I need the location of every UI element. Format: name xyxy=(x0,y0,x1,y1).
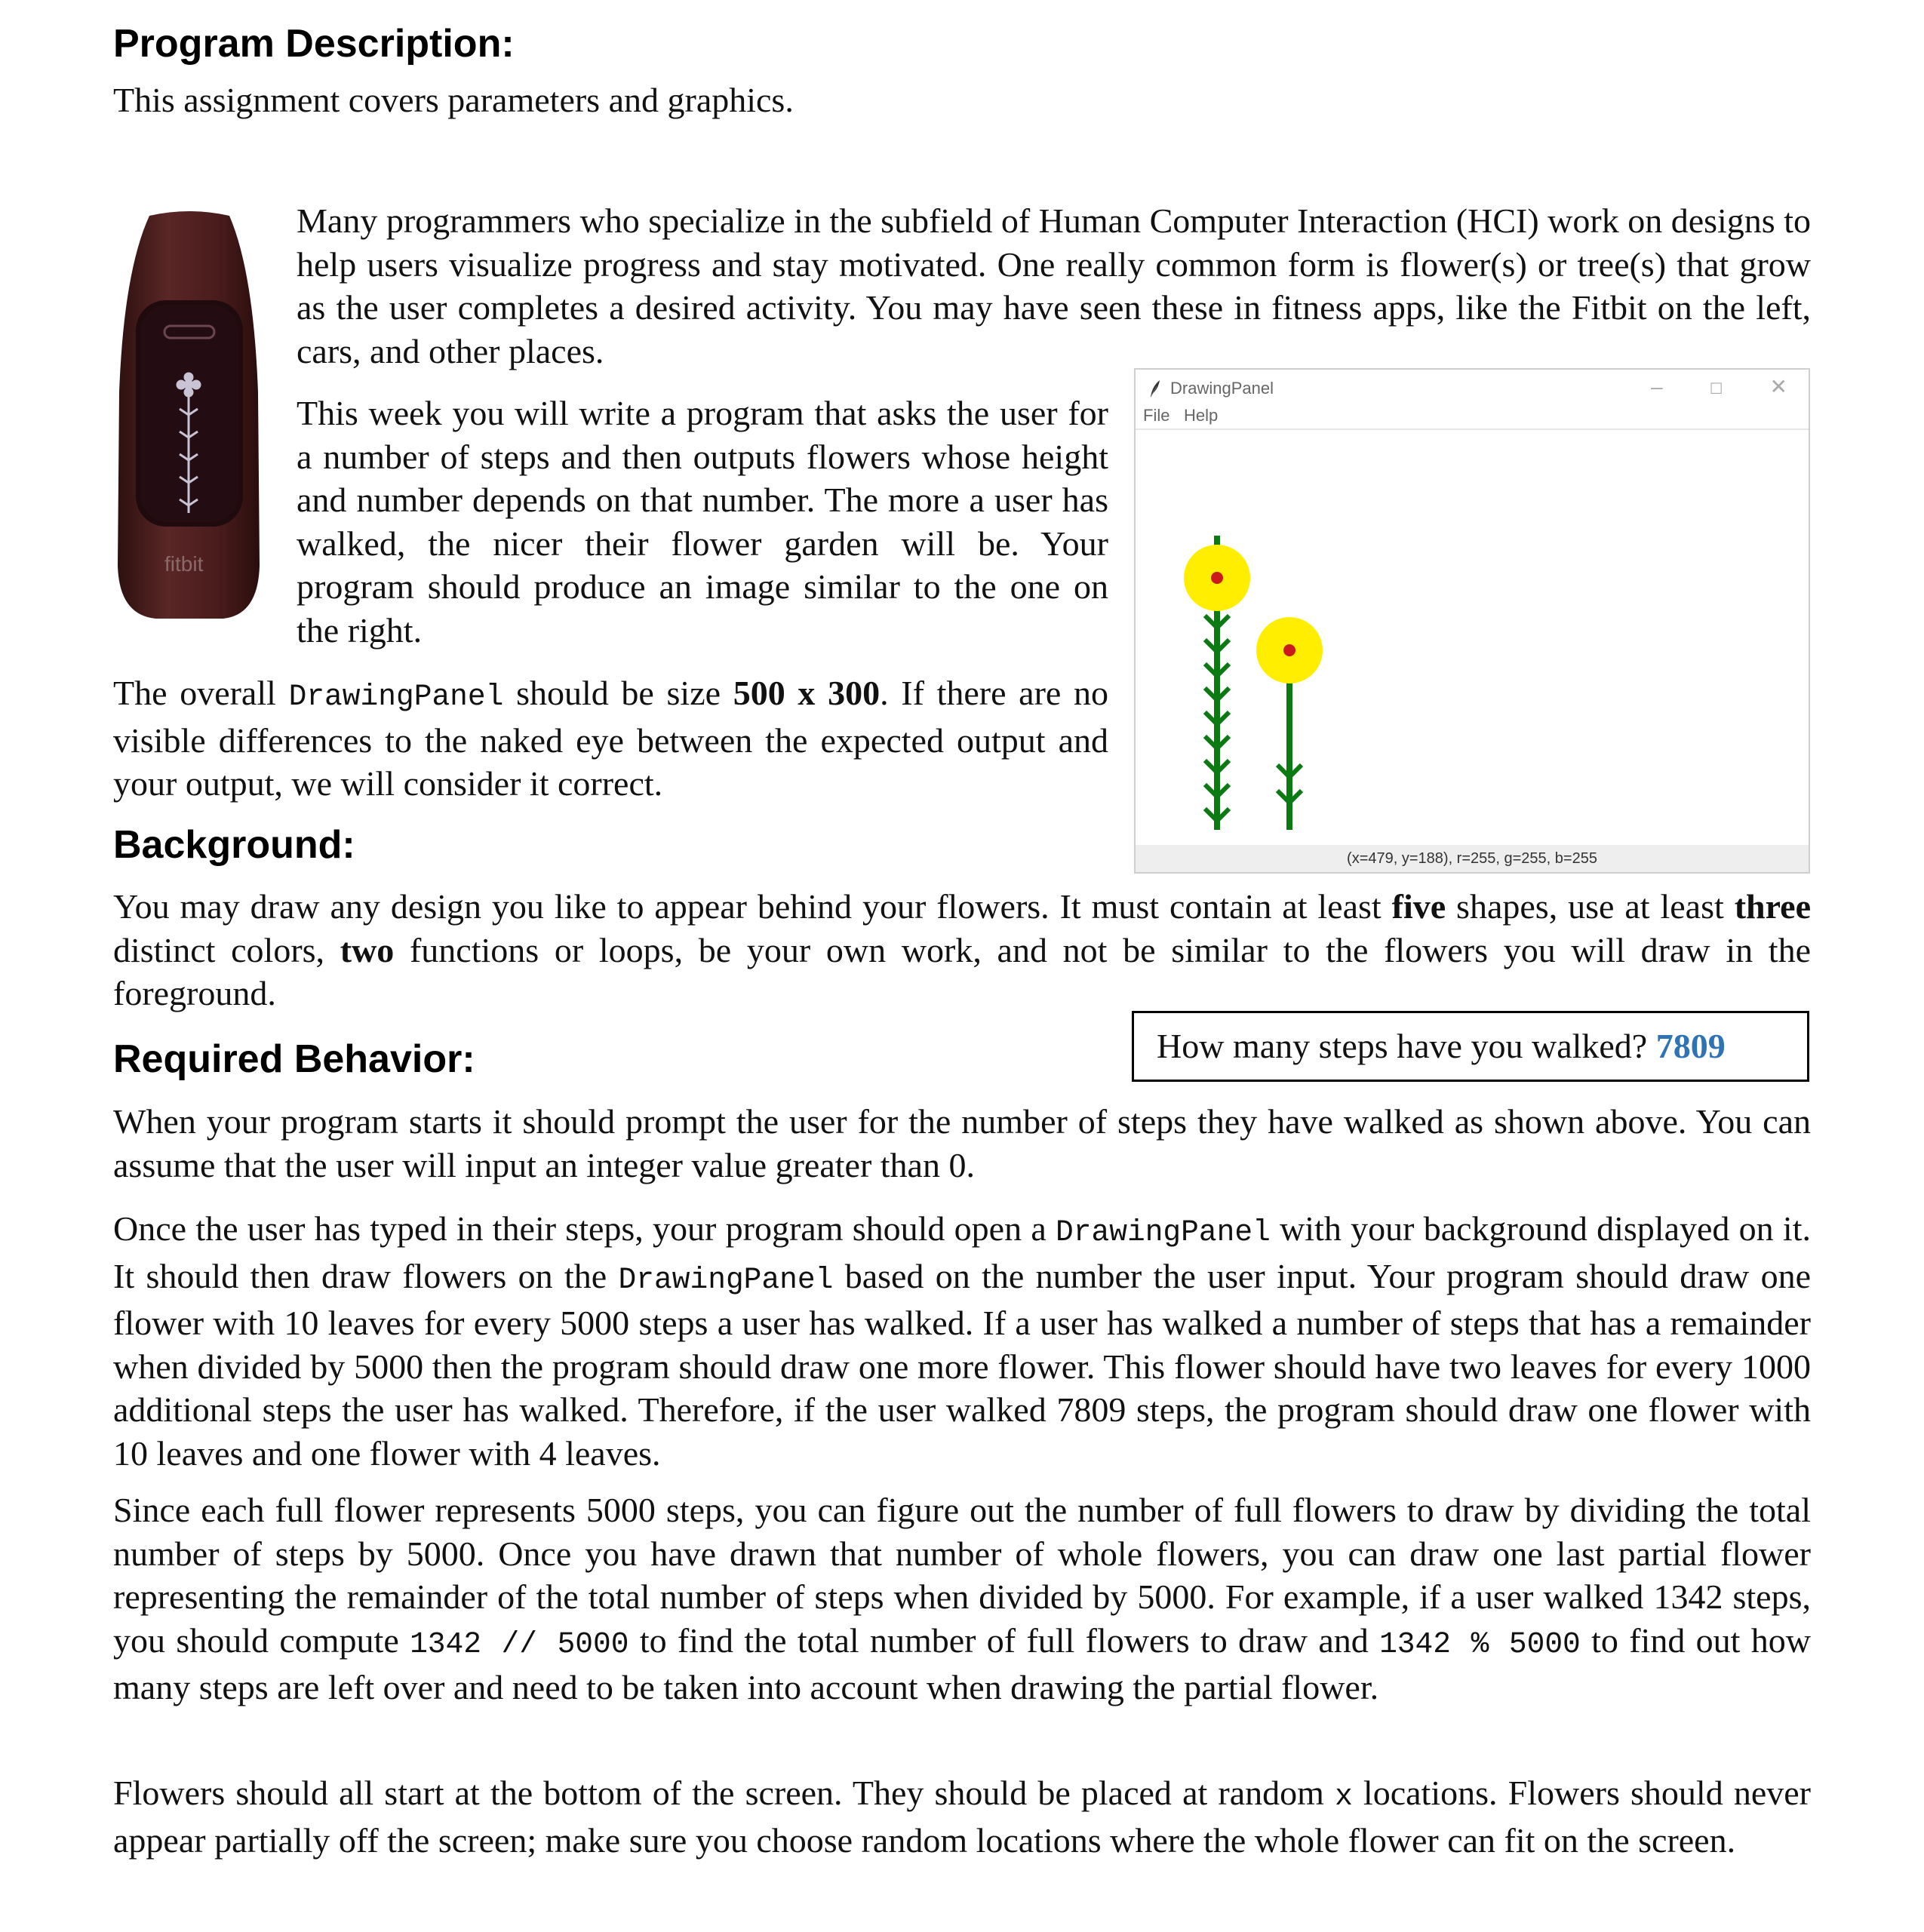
heading-background: Background: xyxy=(113,823,355,867)
drawing-canvas xyxy=(1136,430,1809,846)
hci-paragraph: Many programmers who specialize in the subfield of Human Computer Interaction (HCI) work on designs to help users visualize progress and stay motivated. One really common form is flower(s) or tree(s) that grow as the user completes a desired activity. You may have seen these in fitness apps, like the Fitbit on the left, cars, and other places. xyxy=(297,201,1811,370)
feather-icon xyxy=(1148,379,1163,402)
menu-help[interactable]: Help xyxy=(1184,406,1219,425)
since-text-1: Since each full flower represents 5000 steps, you can figure out the number of full flowers to draw by dividing the total number of steps by 5000. Once you have drawn that number of whole flowers, you can draw one last partial flower representing the remainder of the total number of steps when divided by 5000. For example, if a user walked 1342 steps, you should compute xyxy=(113,1491,1811,1660)
bg-text-1: You may draw any design you like to appear behind your flowers. It must contain at least xyxy=(113,887,1392,926)
prompt-answer: 7809 xyxy=(1655,1027,1726,1065)
heading-required-behavior: Required Behavior: xyxy=(113,1037,475,1081)
size-paragraph xyxy=(113,671,1108,806)
window-titlebar xyxy=(1136,370,1809,406)
bg-bold-five: five xyxy=(1391,887,1446,926)
size-text-2: should be size xyxy=(503,674,733,712)
since-text-2: to find the total number of full flowers to draw and xyxy=(629,1620,1380,1660)
flowers-code-x: x xyxy=(1335,1780,1353,1814)
flowers-paragraph xyxy=(113,1771,1811,1862)
menu-file[interactable]: File xyxy=(1143,406,1170,425)
menu-bar xyxy=(1136,406,1809,430)
once-text-1: Once the user has typed in their steps, your program should open a xyxy=(113,1209,1056,1248)
bg-bold-two: two xyxy=(340,930,395,969)
flower-center xyxy=(1283,644,1295,656)
once-text-2: with your background displayed on it. It should then draw flowers on the xyxy=(113,1209,1811,1295)
flower-center xyxy=(1211,572,1223,584)
status-bar: (x=479, y=188), r=255, g=255, b=255 xyxy=(1136,845,1809,872)
steps-prompt-box xyxy=(1132,1011,1809,1082)
fitbit-logo: fitbit xyxy=(164,552,204,576)
since-text-3: to find out how many steps are left over and need to be taken into account when drawing the partial flower. xyxy=(113,1620,1811,1706)
close-button[interactable]: ✕ xyxy=(1769,375,1787,398)
bg-text-3: distinct colors, xyxy=(113,930,340,969)
size-text-1: The overall xyxy=(113,674,289,712)
once-code-2: DrawingPanel xyxy=(618,1262,834,1297)
once-text-3: based on the number the user input. Your program should draw one flower with 10 leaves for every 5000 steps a user has walked. If a user has walked a number of steps that has a remainder when divided by 5000 then the program should draw one more flower. This flower should have two leaves for every 1000 additional steps the user has walked. Therefore, if the user walked 7809 steps, the program should draw one flower with 10 leaves and one flower with 4 leaves. xyxy=(113,1256,1811,1473)
start-paragraph: When your program starts it should prompt the user for the number of steps they have walked as shown above. You can assume that the user will input an integer value greater than 0. xyxy=(113,1102,1811,1184)
prompt-question: How many steps have you walked? xyxy=(1157,1027,1656,1065)
window-controls xyxy=(1651,374,1787,399)
flowers-text-2: locations. Flowers should never appear partially off the screen; make sure you choose random locations where the whole flower can fit on the screen. xyxy=(113,1774,1811,1860)
background-paragraph xyxy=(113,885,1811,1015)
bg-bold-three: three xyxy=(1734,887,1812,926)
bg-text-4: functions or loops, be your own work, and not be similar to the flowers you will draw in the foreground. xyxy=(113,930,1811,1012)
drawingpanel-code: DrawingPanel xyxy=(288,680,504,714)
size-text-3: . If there are no visible differences to the naked eye between the expected output and your output, we will consider it correct. xyxy=(113,674,1109,803)
minimize-button[interactable]: – xyxy=(1651,375,1710,398)
once-code-1: DrawingPanel xyxy=(1056,1215,1271,1249)
heading-program-description: Program Description: xyxy=(113,22,515,66)
since-code-2: 1342 % 5000 xyxy=(1379,1626,1581,1661)
since-code-1: 1342 // 5000 xyxy=(410,1626,629,1661)
drawing-panel-window xyxy=(1134,368,1810,874)
maximize-button[interactable]: ☐ xyxy=(1709,381,1770,398)
panel-size: 500 x 300 xyxy=(733,674,881,712)
week-paragraph: This week you will write a program that asks the user for a number of steps and then outputs flowers whose height and number depends on that number. The more a user has walked, the nicer their flower garden will be. Your program should produce an image similar to the one on the right. xyxy=(297,394,1108,650)
flower-partial xyxy=(1256,617,1323,830)
intro-text: This assignment covers parameters and graphics. xyxy=(113,81,794,119)
flower-full xyxy=(1184,536,1250,830)
window-title: DrawingPanel xyxy=(1170,379,1274,398)
flowers-text-1: Flowers should all start at the bottom of the screen. They should be placed at random xyxy=(113,1774,1335,1812)
fitbit-image xyxy=(110,211,269,622)
since-paragraph xyxy=(113,1488,1811,1709)
once-paragraph xyxy=(113,1207,1811,1475)
bg-text-2: shapes, use at least xyxy=(1446,887,1735,926)
